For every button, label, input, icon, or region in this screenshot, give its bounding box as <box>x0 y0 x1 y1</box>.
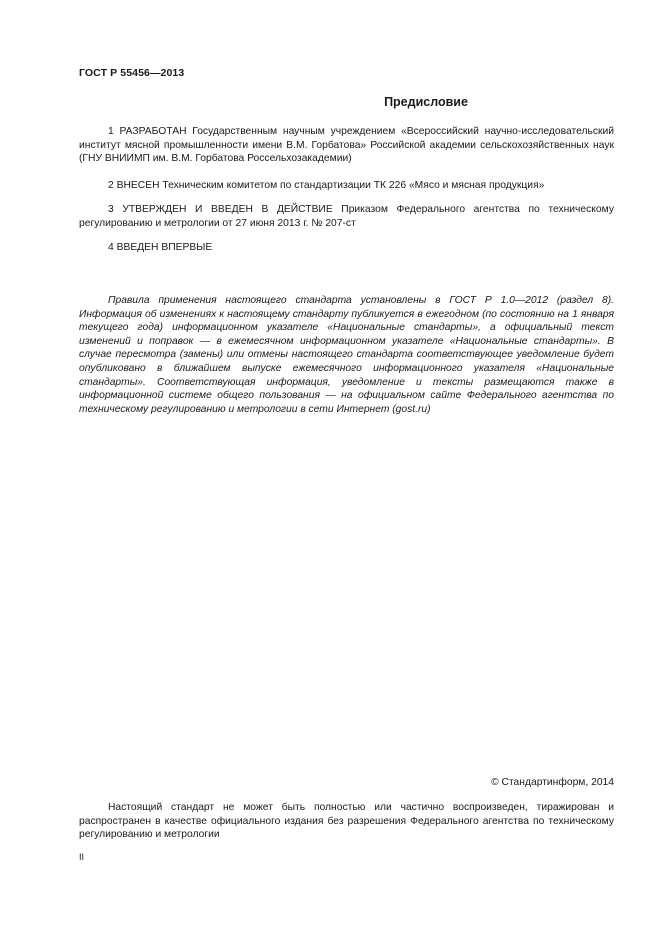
document-code: ГОСТ Р 55456—2013 <box>79 67 185 79</box>
section-heading: Предисловие <box>384 95 468 109</box>
reproduction-notice: Настоящий стандарт не может быть полностью или частично воспроизведен, тиражирован и распространен в качестве официального издания без разрешения Федерального агентства по техническому регулированию и метрологии <box>79 802 614 841</box>
preface-item-3: 3 УТВЕРЖДЕН И ВВЕДЕН В ДЕЙСТВИЕ Приказом Федерального агентства по техническому регулированию и метрологии от 27 июня 2013 г. № 207-ст <box>79 204 614 229</box>
preface-item-2: 2 ВНЕСЕН Техническим комитетом по стандартизации ТК 226 «Мясо и мясная продукция» <box>108 180 545 191</box>
standard-application-note: Правила применения настоящего стандарта установлены в ГОСТ Р 1.0—2012 (раздел 8). Информация об изменениях к настоящему стандарту публикуется в ежегодном (по состоянию на 1 января текущего года) информационном указателе «Национальные стандарты», а официальный текст изменений и поправок — в ежемесячном информационном указателе «Национальные стандарты». В случае пересмотра (замены) или отмены настоящего стандарта соответствующее уведомление будет опубликовано в ближайшем выпуске ежемесячного информационного указателя «Национальные стандарты». Соответствующая информация, уведомление и тексты размещаются также в информационной системе общего пользования — на официальном сайте Федерального агентства по техническому регулированию и метрологии в сети Интернет (gost.ru) <box>79 295 614 415</box>
page-number: II <box>79 852 85 862</box>
copyright-notice: © Стандартинформ, 2014 <box>491 777 614 788</box>
preface-item-1: 1 РАЗРАБОТАН Государственным научным учреждением «Всероссийский научно-исследовательский институт мясной промышленности имени В.М. Горбатова» Российской академии сельскохозяйственных наук (ГНУ ВНИИМП им. В.М. Горбатова Россельхозакадемии) <box>79 126 614 165</box>
preface-item-4: 4 ВВЕДЕН ВПЕРВЫЕ <box>108 242 213 253</box>
